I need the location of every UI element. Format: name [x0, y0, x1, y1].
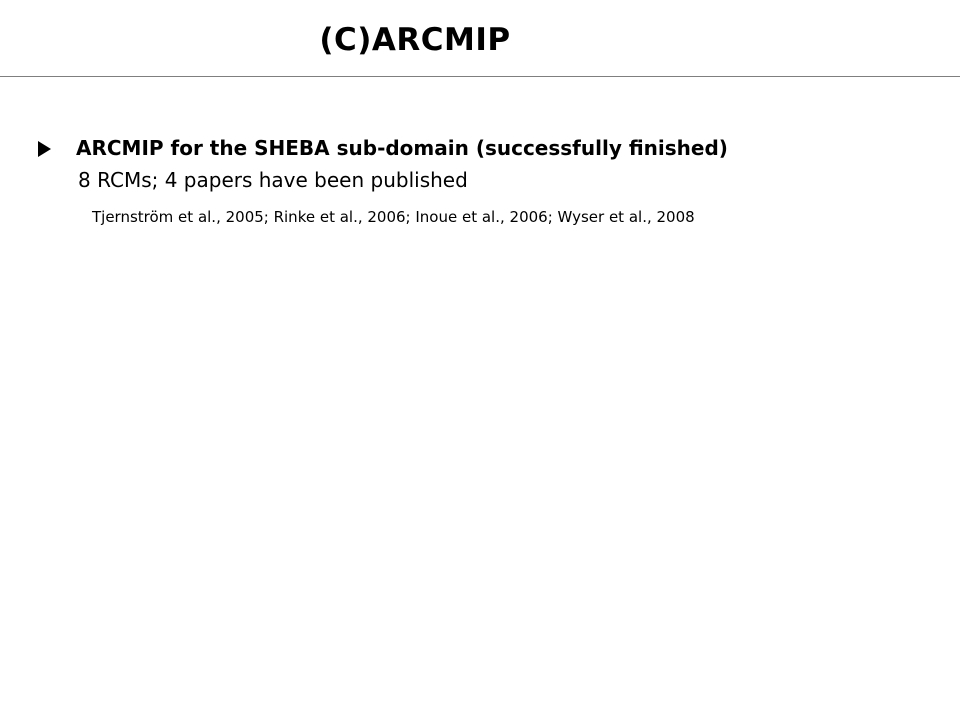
arrow-bullet-icon — [38, 141, 51, 157]
slide-title: (C)ARCMIP — [319, 22, 511, 58]
references-line: Tjernström et al., 2005; Rinke et al., 2006; Inoue et al., 2006; Wyser et al., 2008 — [92, 208, 695, 226]
bullet-detail: 8 RCMs; 4 papers have been published — [78, 168, 468, 192]
title-divider — [0, 76, 960, 77]
bullet-item — [38, 136, 728, 160]
bullet-text: ARCMIP for the SHEBA sub-domain (successfully finished) — [76, 136, 728, 160]
